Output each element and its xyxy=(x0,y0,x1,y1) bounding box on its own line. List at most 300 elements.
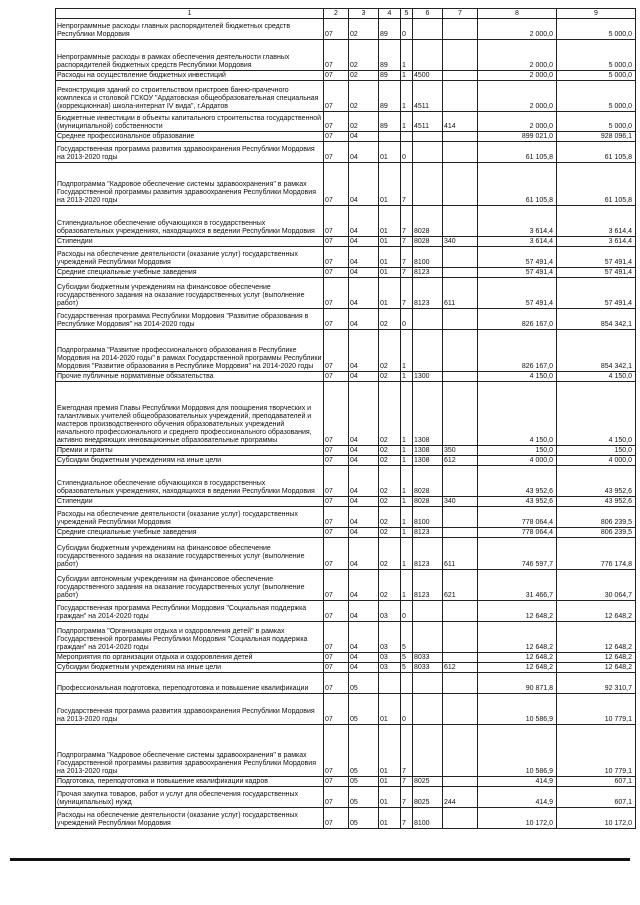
section-code: 07 xyxy=(324,528,349,538)
section-code: 07 xyxy=(324,497,349,507)
section-code: 07 xyxy=(324,40,349,71)
table-row xyxy=(56,330,636,372)
section-code: 07 xyxy=(324,237,349,247)
amount-year-1: 61 105,8 xyxy=(478,142,557,163)
table-row xyxy=(56,247,636,268)
section-code: 07 xyxy=(324,808,349,829)
expense-type-code: 414 xyxy=(443,112,478,132)
subsection-code: 04 xyxy=(349,570,379,601)
row-name: Подпрограмма "Развитие профессионального образования в Республике Мордовия на 2014-2020 годы" в рамках Государственной программы Республики Мордовия "Развитие образования в Республике Мордовия" на 2014-2020 годы xyxy=(56,330,324,372)
program-code xyxy=(379,673,401,694)
row-name: Подпрограмма "Кадровое обеспечение системы здравоохранения" в рамках Государственной программы развития здравоохранения Республики Мордовия на 2013-2020 годы xyxy=(56,163,324,206)
subprogram-code: 5 xyxy=(401,663,413,673)
amount-year-1: 826 167,0 xyxy=(478,309,557,330)
expense-type-code: 612 xyxy=(443,663,478,673)
subprogram-code: 1 xyxy=(401,456,413,466)
amount-year-2: 5 000,0 xyxy=(557,71,636,81)
row-name: Субсидии автономным учреждениям на финансовое обеспечение государственного задания на оказание государственных услуг (выполнение работ) xyxy=(56,570,324,601)
subprogram-code: 1 xyxy=(401,71,413,81)
row-name: Прочие публичные нормативные обязательства xyxy=(56,372,324,382)
article-code xyxy=(413,725,443,777)
section-code: 07 xyxy=(324,81,349,112)
amount-year-1: 57 491,4 xyxy=(478,247,557,268)
section-code: 07 xyxy=(324,19,349,40)
amount-year-1: 4 150,0 xyxy=(478,382,557,446)
subsection-code: 04 xyxy=(349,278,379,309)
subprogram-code: 7 xyxy=(401,206,413,237)
amount-year-2: 806 239,5 xyxy=(557,507,636,528)
subsection-code: 04 xyxy=(349,237,379,247)
table-row xyxy=(56,663,636,673)
article-code xyxy=(413,19,443,40)
subprogram-code: 1 xyxy=(401,382,413,446)
subsection-code: 05 xyxy=(349,725,379,777)
row-name: Расходы на обеспечение деятельности (оказание услуг) государственных учреждений Республики Мордовия xyxy=(56,507,324,528)
expense-type-code: 244 xyxy=(443,787,478,808)
subsection-code: 04 xyxy=(349,653,379,663)
subprogram-code: 1 xyxy=(401,330,413,372)
expense-type-code xyxy=(443,40,478,71)
row-name: Подпрограмма "Кадровое обеспечение системы здравоохранения" в рамках Государственной программы развития здравоохранения Республики Мордовия на 2013-2020 годы xyxy=(56,725,324,777)
article-code: 8028 xyxy=(413,497,443,507)
program-code xyxy=(379,132,401,142)
amount-year-1: 778 064,4 xyxy=(478,507,557,528)
table-row xyxy=(56,466,636,497)
row-name: Субсидии бюджетным учреждениям на финансовое обеспечение государственного задания на оказание государственных услуг (выполнение работ) xyxy=(56,538,324,570)
amount-year-1: 12 648,2 xyxy=(478,663,557,673)
table-row xyxy=(56,112,636,132)
expense-type-code xyxy=(443,507,478,528)
expense-type-code xyxy=(443,81,478,112)
program-code: 03 xyxy=(379,663,401,673)
amount-year-1: 43 952,6 xyxy=(478,497,557,507)
table-row xyxy=(56,808,636,829)
amount-year-2: 43 952,6 xyxy=(557,497,636,507)
section-code: 07 xyxy=(324,268,349,278)
section-code: 07 xyxy=(324,694,349,725)
expense-type-code xyxy=(443,330,478,372)
article-code xyxy=(413,673,443,694)
amount-year-1: 4 150,0 xyxy=(478,372,557,382)
expense-type-code xyxy=(443,163,478,206)
expense-type-code xyxy=(443,777,478,787)
subprogram-code: 7 xyxy=(401,808,413,829)
table-row xyxy=(56,528,636,538)
program-code: 01 xyxy=(379,237,401,247)
article-code: 8028 xyxy=(413,466,443,497)
amount-year-2: 4 150,0 xyxy=(557,372,636,382)
article-code: 4511 xyxy=(413,81,443,112)
expense-type-code: 621 xyxy=(443,570,478,601)
table-row xyxy=(56,694,636,725)
row-name: Средние специальные учебные заведения xyxy=(56,268,324,278)
program-code: 01 xyxy=(379,268,401,278)
section-code: 07 xyxy=(324,622,349,653)
program-code: 01 xyxy=(379,808,401,829)
subprogram-code xyxy=(401,673,413,694)
amount-year-2: 12 648,2 xyxy=(557,622,636,653)
subsection-code: 04 xyxy=(349,382,379,446)
section-code: 07 xyxy=(324,653,349,663)
amount-year-2: 854 342,1 xyxy=(557,309,636,330)
section-code: 07 xyxy=(324,206,349,237)
subprogram-code: 7 xyxy=(401,268,413,278)
section-code: 07 xyxy=(324,601,349,622)
subprogram-code: 0 xyxy=(401,601,413,622)
row-name: Средние специальные учебные заведения xyxy=(56,528,324,538)
table-row xyxy=(56,725,636,777)
row-name: Государственная программа развития здравоохранения Республики Мордовия на 2013-2020 годы xyxy=(56,694,324,725)
section-code: 07 xyxy=(324,456,349,466)
section-code: 07 xyxy=(324,278,349,309)
budget-table xyxy=(55,8,636,829)
table-row xyxy=(56,309,636,330)
amount-year-1: 10 172,0 xyxy=(478,808,557,829)
article-code xyxy=(413,163,443,206)
amount-year-1: 826 167,0 xyxy=(478,330,557,372)
article-code: 8025 xyxy=(413,777,443,787)
program-code: 03 xyxy=(379,622,401,653)
amount-year-1: 12 648,2 xyxy=(478,653,557,663)
amount-year-1: 3 614,4 xyxy=(478,237,557,247)
subprogram-code: 1 xyxy=(401,538,413,570)
article-code xyxy=(413,622,443,653)
program-code: 89 xyxy=(379,40,401,71)
table-row xyxy=(56,19,636,40)
program-code: 01 xyxy=(379,694,401,725)
row-name: Реконструкция зданий со строительством пристроев банно-прачечного комплекса и столовой ГСКОУ "Ардатовская общеобразовательная специальная (коррекционная) школа-интернат IV вида", г.Ардатов xyxy=(56,81,324,112)
subsection-code: 04 xyxy=(349,446,379,456)
subprogram-code: 1 xyxy=(401,507,413,528)
expense-type-code: 611 xyxy=(443,538,478,570)
table-row xyxy=(56,787,636,808)
program-code: 01 xyxy=(379,278,401,309)
section-code: 07 xyxy=(324,163,349,206)
row-name: Расходы на обеспечение деятельности (оказание услуг) государственных учреждений Республики Мордовия xyxy=(56,808,324,829)
subprogram-code: 1 xyxy=(401,40,413,71)
subprogram-code: 1 xyxy=(401,497,413,507)
subprogram-code: 0 xyxy=(401,309,413,330)
row-name: Профессиональная подготовка, переподготовка и повышение квалификации xyxy=(56,673,324,694)
row-name: Стипендиальное обеспечение обучающихся в государственных образовательных учреждениях, находящихся в ведении Республики Мордовия xyxy=(56,206,324,237)
section-code: 07 xyxy=(324,507,349,528)
subsection-code: 04 xyxy=(349,163,379,206)
section-code: 07 xyxy=(324,446,349,456)
subprogram-code: 7 xyxy=(401,247,413,268)
amount-year-1: 414,9 xyxy=(478,777,557,787)
expense-type-code xyxy=(443,466,478,497)
amount-year-2: 776 174,8 xyxy=(557,538,636,570)
column-header: 4 xyxy=(379,9,401,19)
column-header: 3 xyxy=(349,9,379,19)
section-code: 07 xyxy=(324,787,349,808)
amount-year-2: 854 342,1 xyxy=(557,330,636,372)
amount-year-2: 3 614,4 xyxy=(557,206,636,237)
header-row xyxy=(56,9,636,19)
section-code: 07 xyxy=(324,71,349,81)
program-code: 89 xyxy=(379,71,401,81)
article-code: 8033 xyxy=(413,653,443,663)
subsection-code: 04 xyxy=(349,330,379,372)
subsection-code: 04 xyxy=(349,538,379,570)
subprogram-code: 1 xyxy=(401,81,413,112)
amount-year-2: 607,1 xyxy=(557,787,636,808)
row-name: Субсидии бюджетным учреждениям на иные цели xyxy=(56,456,324,466)
amount-year-1: 12 648,2 xyxy=(478,622,557,653)
row-name: Стипендиальное обеспечение обучающихся в государственных образовательных учреждениях, находящихся в ведении Республики Мордовия xyxy=(56,466,324,497)
article-code: 4511 xyxy=(413,112,443,132)
amount-year-2: 57 491,4 xyxy=(557,247,636,268)
article-code: 8123 xyxy=(413,528,443,538)
program-code: 02 xyxy=(379,507,401,528)
amount-year-1: 90 871,8 xyxy=(478,673,557,694)
table-row xyxy=(56,163,636,206)
expense-type-code xyxy=(443,268,478,278)
table-row xyxy=(56,71,636,81)
amount-year-2: 5 000,0 xyxy=(557,112,636,132)
column-header: 1 xyxy=(56,9,324,19)
amount-year-2: 57 491,4 xyxy=(557,278,636,309)
table-row xyxy=(56,81,636,112)
amount-year-1: 2 000,0 xyxy=(478,81,557,112)
subsection-code: 04 xyxy=(349,206,379,237)
amount-year-1: 2 000,0 xyxy=(478,71,557,81)
column-header: 2 xyxy=(324,9,349,19)
article-code xyxy=(413,694,443,725)
subprogram-code: 1 xyxy=(401,372,413,382)
row-name: Прочая закупка товаров, работ и услуг для обеспечения государственных (муниципальных) нужд xyxy=(56,787,324,808)
amount-year-2: 92 310,7 xyxy=(557,673,636,694)
table-row xyxy=(56,601,636,622)
subsection-code: 04 xyxy=(349,247,379,268)
section-code: 07 xyxy=(324,673,349,694)
subsection-code: 04 xyxy=(349,507,379,528)
table-row xyxy=(56,372,636,382)
subsection-code: 04 xyxy=(349,132,379,142)
row-name: Премии и гранты xyxy=(56,446,324,456)
subprogram-code: 7 xyxy=(401,725,413,777)
amount-year-1: 61 105,8 xyxy=(478,163,557,206)
article-code: 1308 xyxy=(413,382,443,446)
amount-year-1: 4 000,0 xyxy=(478,456,557,466)
article-code: 8123 xyxy=(413,570,443,601)
expense-type-code xyxy=(443,694,478,725)
expense-type-code xyxy=(443,601,478,622)
expense-type-code xyxy=(443,653,478,663)
article-code xyxy=(413,601,443,622)
row-name: Бюджетные инвестиции в объекты капитального строительства государственной (муниципальной) собственности xyxy=(56,112,324,132)
column-header: 5 xyxy=(401,9,413,19)
article-code xyxy=(413,142,443,163)
table-row xyxy=(56,456,636,466)
table-row xyxy=(56,777,636,787)
article-code: 8025 xyxy=(413,787,443,808)
amount-year-2: 928 096,1 xyxy=(557,132,636,142)
amount-year-2: 4 000,0 xyxy=(557,456,636,466)
section-code: 07 xyxy=(324,330,349,372)
expense-type-code: 350 xyxy=(443,446,478,456)
section-code: 07 xyxy=(324,663,349,673)
article-code: 8100 xyxy=(413,808,443,829)
amount-year-2: 61 105,8 xyxy=(557,142,636,163)
article-code: 8123 xyxy=(413,538,443,570)
program-code: 02 xyxy=(379,528,401,538)
subprogram-code: 7 xyxy=(401,777,413,787)
program-code: 01 xyxy=(379,247,401,268)
subsection-code: 05 xyxy=(349,694,379,725)
amount-year-2: 10 779,1 xyxy=(557,725,636,777)
program-code: 02 xyxy=(379,309,401,330)
subprogram-code: 1 xyxy=(401,466,413,497)
expense-type-code: 612 xyxy=(443,456,478,466)
subsection-code: 04 xyxy=(349,456,379,466)
subsection-code: 02 xyxy=(349,112,379,132)
subsection-code: 02 xyxy=(349,81,379,112)
amount-year-1: 43 952,6 xyxy=(478,466,557,497)
table-row xyxy=(56,622,636,653)
section-code: 07 xyxy=(324,112,349,132)
expense-type-code xyxy=(443,247,478,268)
article-code: 1308 xyxy=(413,446,443,456)
expense-type-code xyxy=(443,622,478,653)
section-code: 07 xyxy=(324,309,349,330)
row-name: Среднее профессиональное образование xyxy=(56,132,324,142)
expense-type-code: 340 xyxy=(443,237,478,247)
subprogram-code: 7 xyxy=(401,278,413,309)
program-code: 02 xyxy=(379,382,401,446)
table-row xyxy=(56,142,636,163)
expense-type-code xyxy=(443,142,478,163)
subsection-code: 04 xyxy=(349,466,379,497)
amount-year-2: 4 150,0 xyxy=(557,382,636,446)
row-name: Расходы на осуществление бюджетных инвестиций xyxy=(56,71,324,81)
amount-year-2: 12 648,2 xyxy=(557,653,636,663)
expense-type-code xyxy=(443,132,478,142)
row-name: Расходы на обеспечение деятельности (оказание услуг) государственных учреждений Республики Мордовия xyxy=(56,247,324,268)
column-header: 8 xyxy=(478,9,557,19)
program-code: 01 xyxy=(379,787,401,808)
article-code xyxy=(413,330,443,372)
amount-year-1: 57 491,4 xyxy=(478,268,557,278)
section-code: 07 xyxy=(324,372,349,382)
row-name: Государственная программа развития здравоохранения Республики Мордовия на 2013-2020 годы xyxy=(56,142,324,163)
section-code: 07 xyxy=(324,247,349,268)
row-name: Субсидии бюджетным учреждениям на финансовое обеспечение государственного задания на оказание государственных услуг (выполнение работ) xyxy=(56,278,324,309)
subprogram-code: 1 xyxy=(401,112,413,132)
article-code: 1308 xyxy=(413,456,443,466)
amount-year-2: 30 064,7 xyxy=(557,570,636,601)
amount-year-1: 2 000,0 xyxy=(478,112,557,132)
amount-year-1: 10 586,9 xyxy=(478,725,557,777)
expense-type-code xyxy=(443,808,478,829)
article-code: 8033 xyxy=(413,663,443,673)
amount-year-1: 31 466,7 xyxy=(478,570,557,601)
row-name: Стипендии xyxy=(56,497,324,507)
article-code: 8100 xyxy=(413,247,443,268)
article-code: 8028 xyxy=(413,237,443,247)
subsection-code: 04 xyxy=(349,622,379,653)
subsection-code: 05 xyxy=(349,808,379,829)
subprogram-code: 1 xyxy=(401,446,413,456)
subprogram-code: 7 xyxy=(401,787,413,808)
program-code: 89 xyxy=(379,81,401,112)
section-code: 07 xyxy=(324,725,349,777)
amount-year-2: 3 614,4 xyxy=(557,237,636,247)
subprogram-code: 1 xyxy=(401,570,413,601)
amount-year-1: 414,9 xyxy=(478,787,557,808)
program-code: 01 xyxy=(379,163,401,206)
table-row xyxy=(56,653,636,663)
row-name: Субсидии бюджетным учреждениям на иные цели xyxy=(56,663,324,673)
subprogram-code: 0 xyxy=(401,19,413,40)
amount-year-2: 43 952,6 xyxy=(557,466,636,497)
amount-year-1: 10 586,9 xyxy=(478,694,557,725)
amount-year-1: 899 021,0 xyxy=(478,132,557,142)
program-code: 03 xyxy=(379,601,401,622)
amount-year-1: 2 000,0 xyxy=(478,19,557,40)
table-row xyxy=(56,132,636,142)
amount-year-1: 150,0 xyxy=(478,446,557,456)
amount-year-1: 57 491,4 xyxy=(478,278,557,309)
table-row xyxy=(56,237,636,247)
program-code: 01 xyxy=(379,725,401,777)
subsection-code: 04 xyxy=(349,497,379,507)
amount-year-2: 5 000,0 xyxy=(557,40,636,71)
article-code xyxy=(413,309,443,330)
subprogram-code: 5 xyxy=(401,622,413,653)
section-code: 07 xyxy=(324,466,349,497)
program-code: 02 xyxy=(379,456,401,466)
amount-year-2: 10 172,0 xyxy=(557,808,636,829)
subprogram-code: 5 xyxy=(401,653,413,663)
article-code: 8123 xyxy=(413,268,443,278)
expense-type-code xyxy=(443,528,478,538)
amount-year-2: 12 648,2 xyxy=(557,601,636,622)
subsection-code: 02 xyxy=(349,19,379,40)
article-code xyxy=(413,40,443,71)
amount-year-1: 746 597,7 xyxy=(478,538,557,570)
page-bottom-rule xyxy=(10,858,630,861)
article-code: 8028 xyxy=(413,206,443,237)
amount-year-2: 150,0 xyxy=(557,446,636,456)
program-code: 02 xyxy=(379,372,401,382)
program-code: 89 xyxy=(379,19,401,40)
program-code: 89 xyxy=(379,112,401,132)
program-code: 02 xyxy=(379,466,401,497)
amount-year-1: 778 064,4 xyxy=(478,528,557,538)
table-row xyxy=(56,268,636,278)
table-row xyxy=(56,570,636,601)
table-row xyxy=(56,507,636,528)
row-name: Непрограммные расходы главных распорядителей бюджетных средств Республики Мордовия xyxy=(56,19,324,40)
expense-type-code xyxy=(443,673,478,694)
table-row xyxy=(56,538,636,570)
row-name: Подготовка, переподготовка и повышение квалификации кадров xyxy=(56,777,324,787)
program-code: 02 xyxy=(379,570,401,601)
table-row xyxy=(56,40,636,71)
program-code: 02 xyxy=(379,497,401,507)
row-name: Государственная программа Республики Мордовия "Развитие образования в Республике Мордовия" на 2014-2020 годы xyxy=(56,309,324,330)
subsection-code: 04 xyxy=(349,372,379,382)
row-name: Мероприятия по организации отдыха и оздоровления детей xyxy=(56,653,324,663)
column-header: 6 xyxy=(413,9,443,19)
program-code: 03 xyxy=(379,653,401,663)
subsection-code: 05 xyxy=(349,777,379,787)
program-code: 02 xyxy=(379,330,401,372)
subsection-code: 04 xyxy=(349,309,379,330)
expense-type-code xyxy=(443,382,478,446)
row-name: Стипендии xyxy=(56,237,324,247)
